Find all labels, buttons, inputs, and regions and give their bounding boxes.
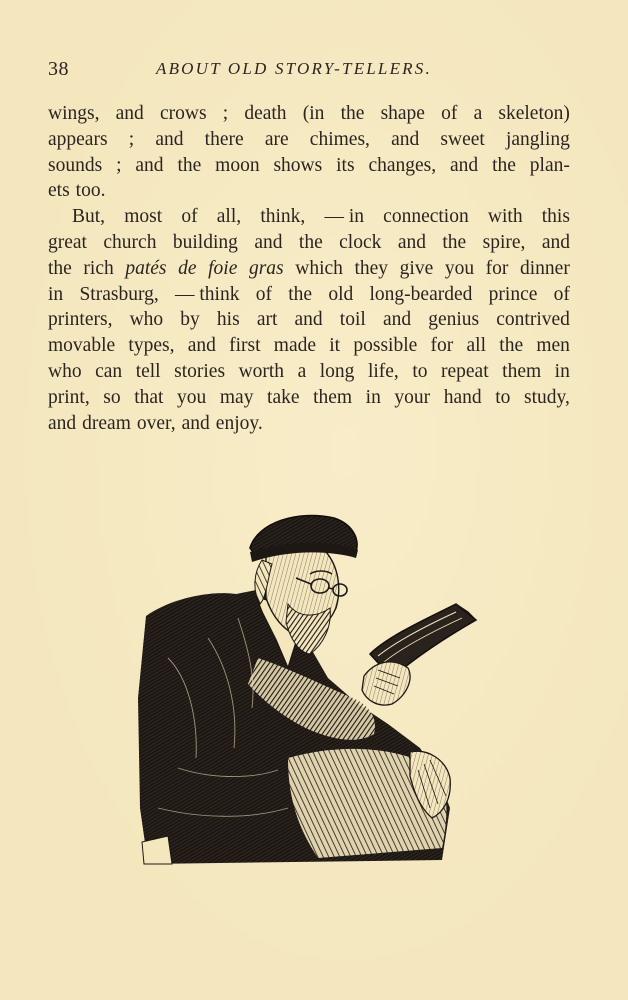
word: a: [297, 360, 307, 382]
word: and: [115, 103, 144, 124]
word: them: [502, 360, 542, 382]
word: sweet: [440, 128, 485, 150]
word: worth: [238, 360, 285, 382]
word: moon: [215, 154, 260, 176]
word: to: [495, 386, 511, 408]
word: so: [103, 386, 121, 408]
word: death: [244, 103, 287, 124]
word: and: [294, 309, 323, 331]
word: in: [554, 360, 570, 382]
word: connection: [383, 206, 469, 228]
word: (in: [302, 103, 325, 124]
word: in: [48, 283, 64, 305]
word: the: [442, 231, 467, 253]
word: them: [313, 386, 353, 408]
word: jangling: [505, 128, 570, 150]
word: most: [124, 206, 163, 228]
word: appears: [48, 128, 108, 150]
word: to: [412, 360, 428, 382]
word: and: [155, 128, 184, 150]
word: plan-: [529, 154, 570, 176]
word: clock: [339, 231, 382, 253]
word: long-bearded: [369, 283, 473, 305]
running-title: ABOUT OLD STORY-TELLERS.: [156, 59, 432, 78]
word: the: [499, 335, 524, 357]
text-line: [48, 153, 570, 179]
word: types,: [128, 335, 175, 357]
word: for: [430, 335, 454, 357]
text-line: [48, 307, 570, 333]
word: print,: [48, 386, 90, 408]
word: of: [553, 283, 570, 305]
word: chimes,: [309, 128, 370, 150]
word: the: [340, 103, 365, 124]
word: of: [255, 283, 272, 305]
word: building: [172, 231, 238, 253]
word: and: [254, 231, 283, 253]
word: the: [298, 231, 323, 253]
word: the: [177, 154, 202, 176]
text-line: [48, 204, 570, 230]
word: and: [541, 231, 570, 253]
word: dream: [82, 412, 131, 434]
word: genius: [428, 309, 480, 331]
word: his: [216, 309, 240, 331]
text-line: [48, 230, 570, 256]
text-line: [48, 282, 570, 308]
word: movable: [48, 335, 116, 357]
word: take: [267, 386, 300, 408]
word: hand: [443, 386, 482, 408]
word: gras: [248, 257, 284, 279]
word: crows: [159, 103, 207, 124]
word: sounds: [48, 154, 103, 176]
word: great: [48, 231, 87, 253]
word: ;: [116, 154, 122, 176]
word: for: [485, 257, 509, 279]
word: shape: [380, 103, 425, 124]
word: dinner: [520, 257, 570, 279]
word: are: [264, 128, 289, 150]
word: de: [178, 257, 197, 279]
word: they: [354, 257, 389, 279]
word: ets: [48, 180, 70, 202]
word: there: [204, 128, 244, 150]
word: and: [135, 154, 164, 176]
engraving-illustration: [138, 508, 478, 866]
word: old: [328, 283, 354, 305]
word: in: [365, 386, 381, 408]
word: who: [48, 360, 82, 382]
word: your: [394, 386, 431, 408]
word: and: [391, 128, 420, 150]
word: Strasburg,: [79, 283, 159, 305]
word: a: [473, 103, 483, 124]
word: changes,: [368, 154, 437, 176]
text-line: [48, 178, 570, 204]
word: and: [48, 412, 77, 434]
word: too.: [75, 180, 106, 202]
text-line: [48, 101, 570, 127]
text-line: [48, 385, 570, 411]
word: shows: [273, 154, 323, 176]
text-line: [48, 256, 570, 282]
word: and: [187, 335, 216, 357]
word: rich: [83, 257, 114, 279]
word: printers,: [48, 309, 113, 331]
word: all: [466, 335, 487, 357]
word: and: [181, 412, 210, 434]
text-line: [48, 411, 570, 437]
page-header: [48, 58, 570, 84]
word: this: [541, 206, 570, 228]
raised-hand-shape: [362, 662, 410, 705]
old-printer-reading-engraving: [138, 508, 478, 866]
word: and: [382, 309, 412, 331]
word: repeat: [441, 360, 489, 382]
word: think,: [260, 206, 306, 228]
word: art: [256, 309, 278, 331]
word: all,: [216, 206, 242, 228]
word: you: [177, 386, 207, 408]
word: — in: [324, 206, 364, 228]
word: give: [399, 257, 434, 279]
word: life,: [367, 360, 399, 382]
word: long: [319, 360, 355, 382]
word: by: [180, 309, 200, 331]
word: and: [397, 231, 426, 253]
word: spire,: [482, 231, 526, 253]
word: may: [219, 386, 254, 408]
text-line: [48, 127, 570, 153]
word: it: [329, 335, 341, 357]
word: stories: [174, 360, 226, 382]
word: possible: [353, 335, 418, 357]
word: who: [129, 309, 164, 331]
word: of: [441, 103, 458, 124]
word: ;: [128, 128, 135, 150]
body-text: [48, 101, 570, 436]
word: the: [492, 154, 516, 176]
word: enjoy.: [215, 412, 263, 434]
word: with: [487, 206, 523, 228]
word: its: [336, 154, 355, 176]
word: that: [134, 386, 164, 408]
word: men: [536, 335, 570, 357]
word: study,: [523, 386, 570, 408]
word: which: [295, 257, 343, 279]
word: church: [103, 231, 157, 253]
text-line: [48, 359, 570, 385]
word: prince: [488, 283, 538, 305]
word: of: [181, 206, 198, 228]
word: you: [444, 257, 475, 279]
word: over,: [136, 412, 176, 434]
word: contrived: [496, 309, 570, 331]
word: can: [95, 360, 123, 382]
word: skeleton): [498, 103, 570, 124]
word: and: [450, 154, 479, 176]
word: — think: [174, 283, 240, 305]
word: the: [288, 283, 313, 305]
word: made: [273, 335, 317, 357]
word: patés: [125, 257, 167, 279]
word: foie: [208, 257, 238, 279]
page-number: 38: [48, 58, 69, 80]
word: tell: [135, 360, 161, 382]
text-line: [48, 333, 570, 359]
word: the: [48, 257, 72, 279]
word: toil: [339, 309, 366, 331]
word: first: [229, 335, 261, 357]
word: But,: [72, 206, 106, 228]
word: ;: [222, 103, 229, 124]
word: wings,: [48, 103, 100, 124]
